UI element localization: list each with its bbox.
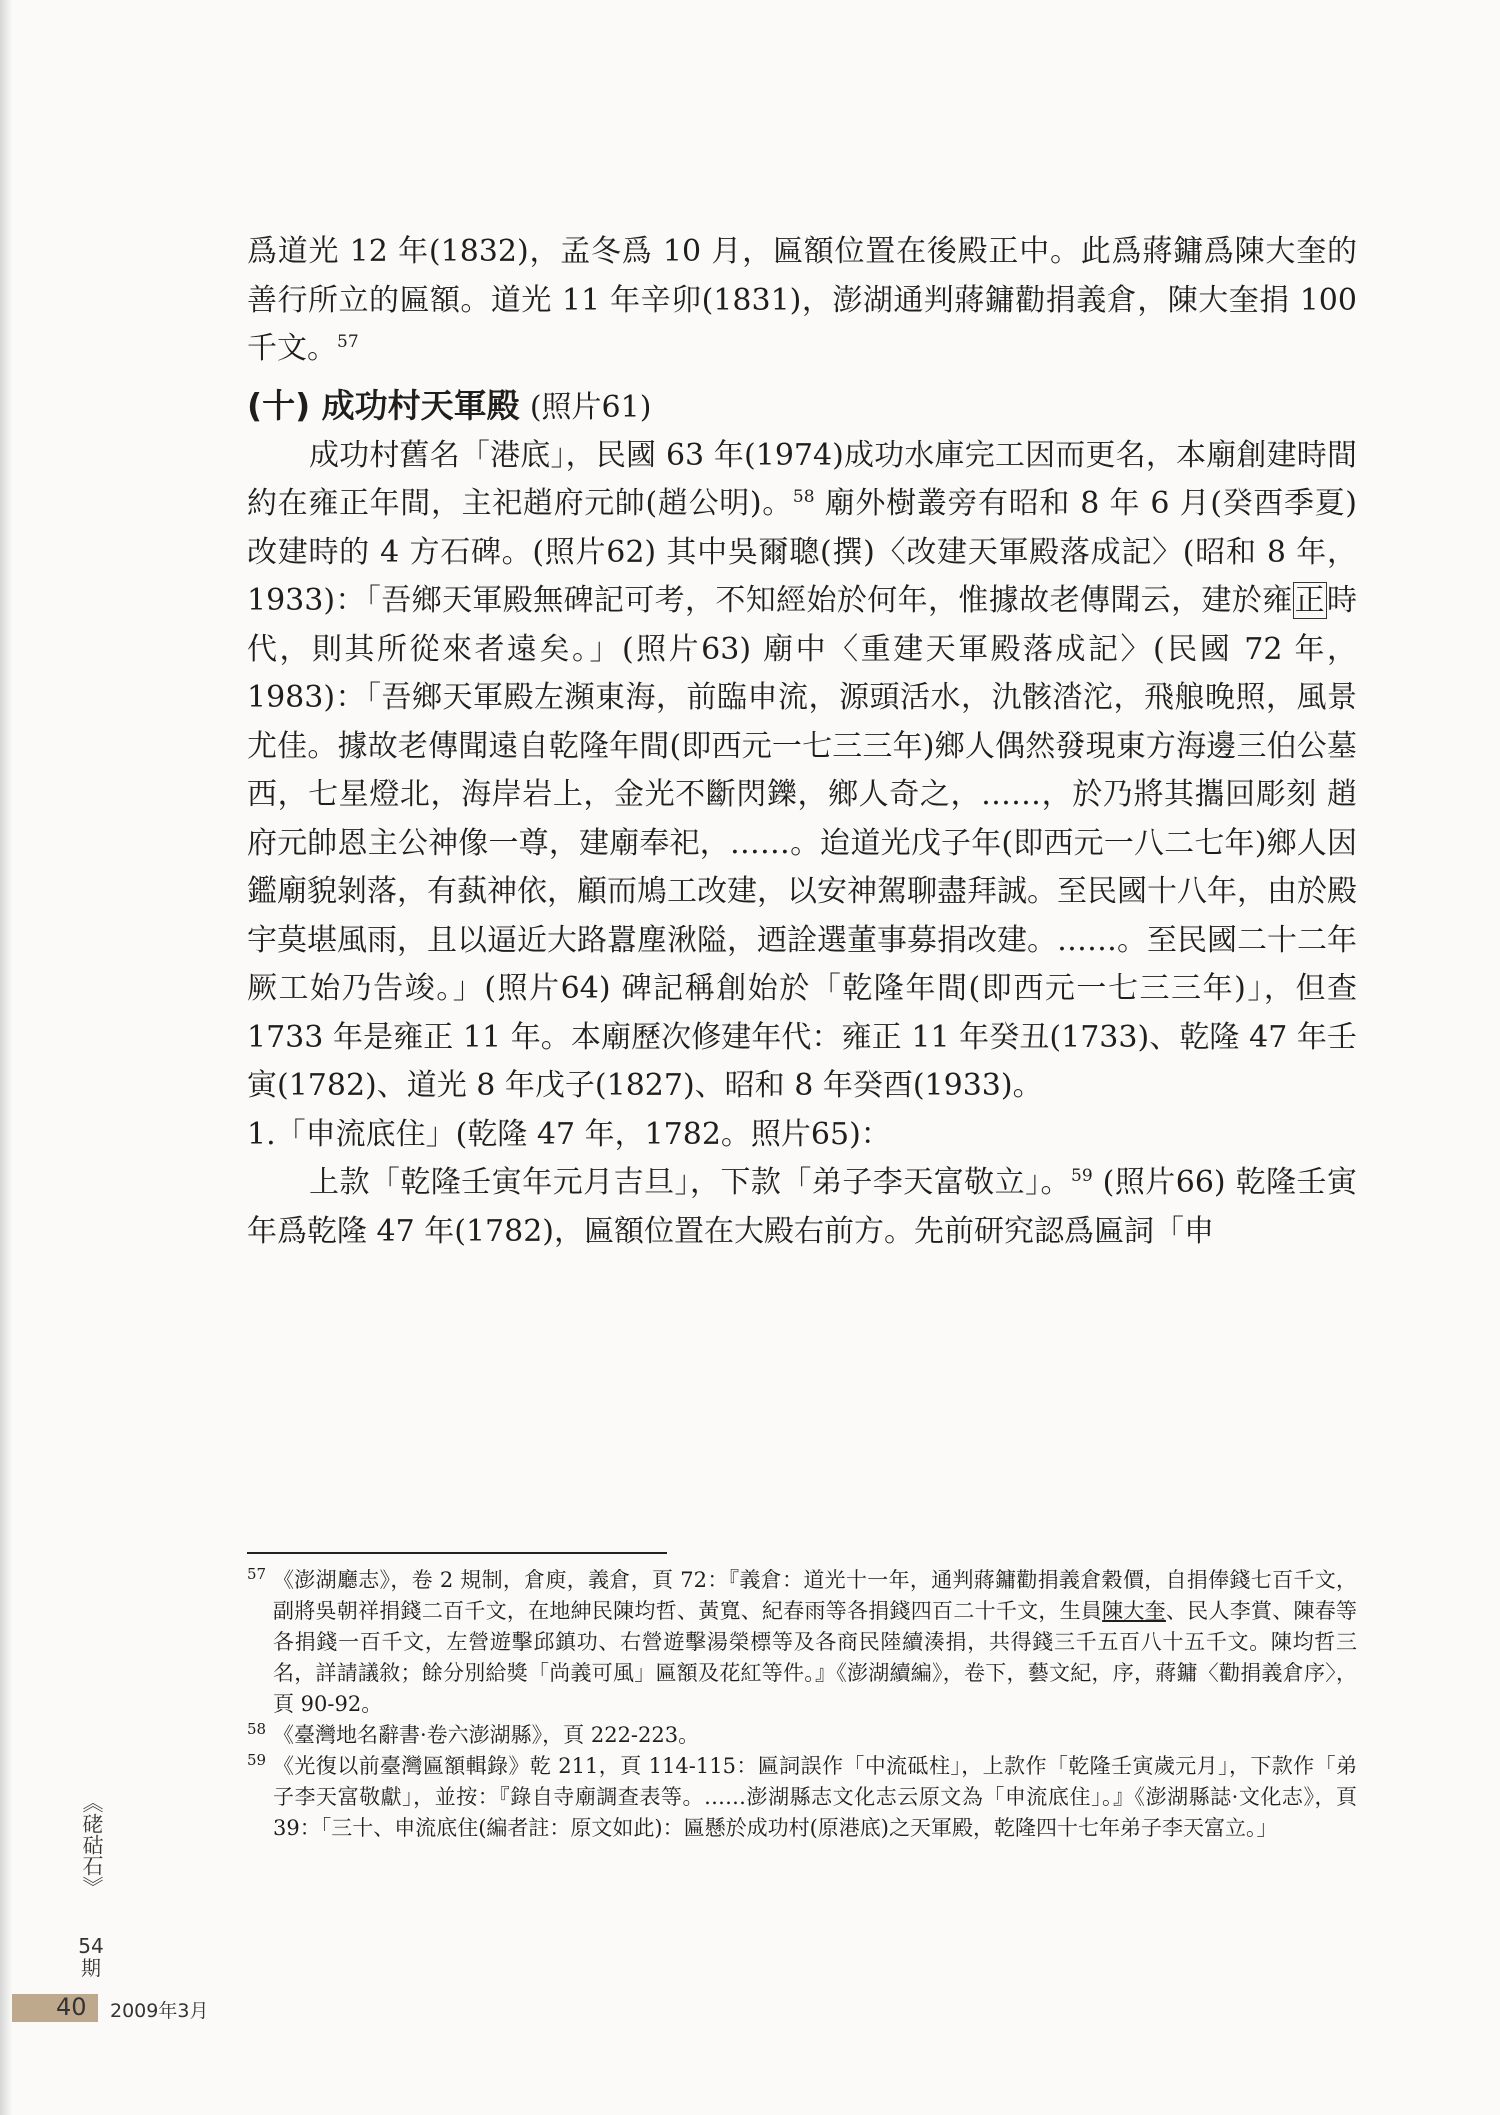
paragraph-1-text: 爲道光 12 年(1832)，孟冬爲 10 月，匾額位置在後殿正中。此爲蔣鏞爲陳大奎的善行所立的匾額。道光 11 年辛卯(1831)，澎湖通判蔣鏞勸捐義倉，陳大奎捐 100 千文。 [247,234,1357,366]
paragraph-2-text-a: 成功村舊名「港底」，民國 63 年(1974)成功水庫完工因而更名，本廟創建時間約在雍正年間，主祀趙府元帥(趙公明)。 [247,437,1357,521]
footnote-57 [247,1565,1357,1720]
footnote-text: 《光復以前臺灣匾額輯錄》乾 211，頁 114-115：匾詞誤作「中流砥柱」，上款作「乾隆壬寅歲元月」，下款作「弟子李天富敬獻」，並按：『錄自寺廟調查表等。……澎湖縣志文化志云原文為「申流底住」。』《澎湖縣誌·文化志》，頁 39：「三十、申流底住(編者註：原文如此)：匾懸於成功村(原港底)之天軍殿，乾隆四十七年弟子李天富立。」 [273,1754,1357,1840]
journal-title-vertical: 《硓𥑮石》 [80,1792,104,1897]
footnote-number: 57 [247,1565,267,1583]
paragraph-2-text-c: 時代，則其所從來者遠矣。」(照片63) 廟中〈重建天軍殿落成記〉(民國 72 年，1983)：「吾鄉天軍殿左瀕東海，前臨申流，源頭活水，氿骸涾沱，飛艆晚照，風景尤佳。據故老傳聞遠自乾隆年間(即西元一七三三年)鄉人偶然發現東方海邊三伯公墓西，七星燈北，海岸岩上，金光不斷閃鑠，鄉人奇之，……，於乃將其攜回彫刻 趙府元帥恩主公神像一尊，建廟奉祀，……。迨道光戊子年(即西元一八二七年)鄉人因鑑廟貌剝落，有蓺神依，顧而鳩工改建，以安神駕聊盡拜誠。至民國十八年，由於殿宇莫堪風雨，且以逼近大路囂塵湫隘，迺詮選董事募捐改建。……。至民國二十二年厥工始乃告竣。」(照片64) 碑記稱創始於「乾隆年間(即西元一七三三年)」，但查 1733 年是雍正 11 年。本廟歷次修建年代：雍正 11 年癸丑(1733)、乾隆 47 年壬寅(1782)、道光 8 年戊子(1827)、昭和 8 年癸酉(1933)。 [247,583,1357,1103]
footnote-ref-59: 59 [1071,1166,1093,1186]
paragraph-3-text-a: 上款「乾隆壬寅年元月吉旦」，下款「弟子李天富敬立」。 [309,1165,1072,1200]
paragraph-2 [247,432,1357,1111]
page-number: 40 [56,1993,87,2021]
paragraph-1 [247,228,1357,374]
section-heading [247,382,1357,432]
paragraph-2-text-b: 廟外樹叢旁有昭和 8 年 6 月(癸酉季夏)改建時的 4 方石碑。(照片62) 其中吳爾聰(撰)〈改建天軍殿落成記〉(昭和 8 年，1933)：「吾鄉天軍殿無碑記可考，不知經始於何年，惟據故老傳聞云，建於雍 [247,486,1357,618]
footnote-ref-57: 57 [337,332,359,352]
footnotes [247,1565,1357,1844]
footnote-underlined-name: 陳大奎 [1102,1599,1166,1623]
footnote-text: 《澎湖廳志》，卷 2 規制，倉庾，義倉，頁 72：『義倉：道光十一年，通判蔣鏞勸捐義倉穀價，自捐俸錢七百千文，副將吳朝祥捐錢二百千文，在地紳民陳均哲、黃寬、紀春雨等各捐錢四百二十千文，生員 [273,1568,1357,1623]
section-title: (十) 成功村天軍殿 [247,385,520,425]
paragraph-3 [247,1159,1357,1256]
footnote-text: 《臺灣地名辭書·卷六澎湖縣》，頁 222-223。 [273,1723,700,1747]
footnote-text: 、民人李賞、陳春等各捐錢一百千文，左營遊擊邱鎮功、右營遊擊湯榮標等及各商民陸續湊捐，共得錢三千五百八十五千文。陳均哲三名，詳請議敘；餘分別給獎「尚義可風」匾額及花紅等件。』《澎湖續編》，卷下，藝文紀，序，蔣鏞〈勸捐義倉序〉，頁 90-92。 [273,1599,1358,1716]
footnote-ref-58: 58 [792,487,815,507]
footnote-58 [247,1720,1357,1751]
footnote-number: 59 [247,1751,267,1769]
footnote-59 [247,1751,1357,1844]
issue-date: 2009年3月 [110,2000,209,2022]
boxed-character: 正 [1294,583,1325,618]
paragraph-3-text-b: (照片66) 乾隆壬寅年爲乾隆 47 年(1782)，匾額位置在大殿右前方。先前研究認爲匾詞「申 [247,1165,1358,1249]
footnote-number: 58 [247,1720,267,1738]
page-edge-shadow [0,0,12,2115]
footnote-divider [247,1552,667,1554]
journal-issue: 54期 [78,1934,104,1980]
main-text [247,228,1357,1256]
list-item-1: 1.「申流底住」(乾隆 47 年，1782。照片65)： [247,1116,891,1152]
section-photo-ref: (照片61) [529,389,652,425]
